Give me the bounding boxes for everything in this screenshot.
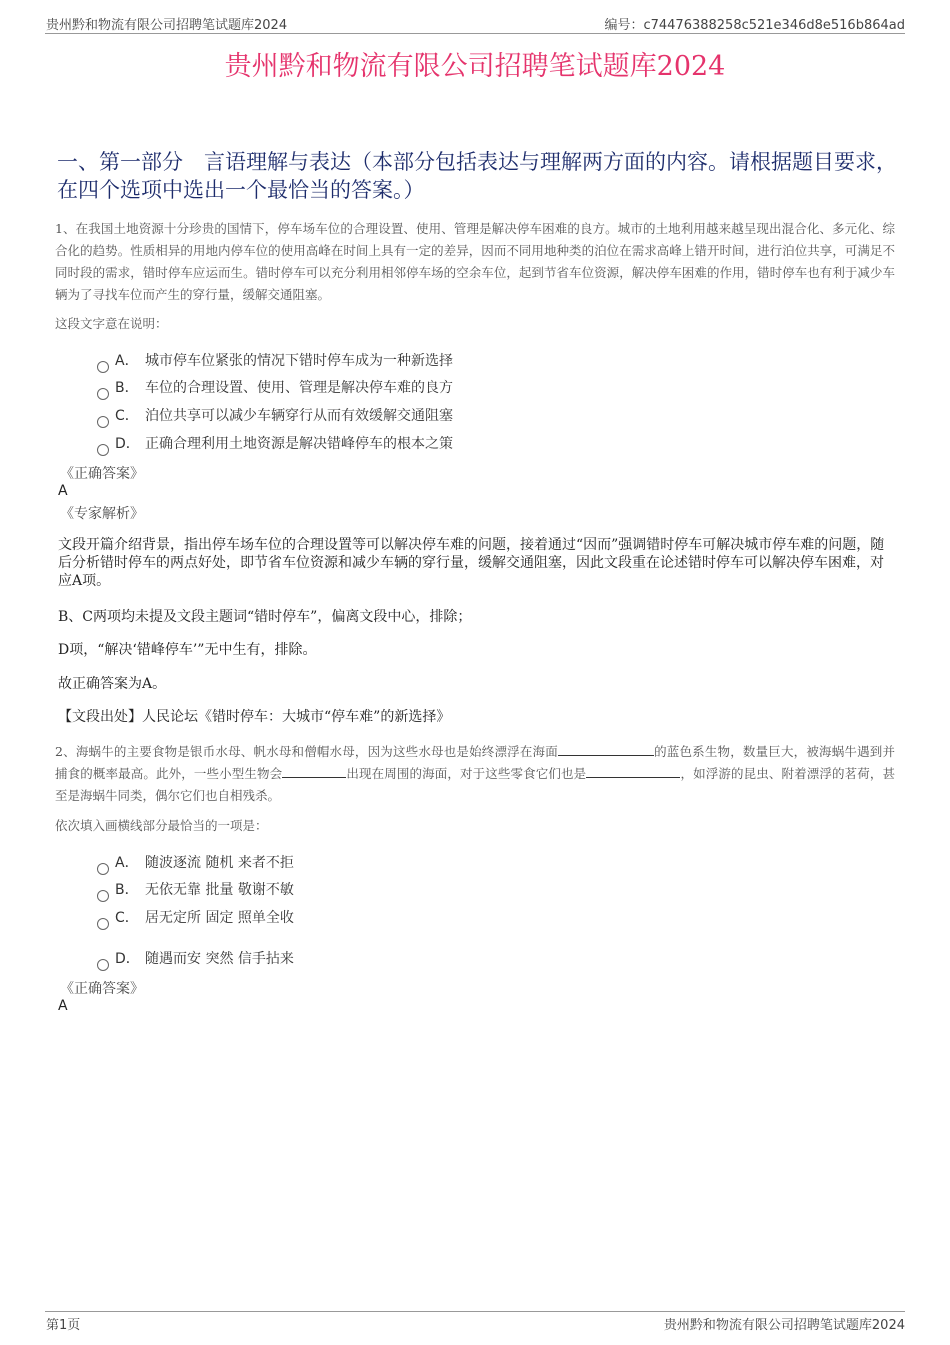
question-2-option-d[interactable]: D． 随遇而安 突然 信手拈来 [97, 948, 294, 968]
fill-blank [586, 765, 680, 778]
question-1-prompt: 这段文字意在说明： [55, 316, 168, 331]
question-1-option-c[interactable]: C． 泊位共享可以减少车辆穿行从而有效缓解交通阻塞 [97, 405, 453, 425]
question-1-answer-label: 《正确答案》 [60, 466, 144, 482]
question-1-source: 【文段出处】人民论坛《错时停车：大城市“停车难”的新选择》 [58, 709, 451, 725]
header-doc-id: 编号：c74476388258c521e346d8e516b864ad [604, 18, 905, 33]
question-1-analysis-paragraph: 故正确答案为A。 [58, 676, 167, 692]
header-left: 贵州黔和物流有限公司招聘笔试题库2024 [46, 18, 288, 33]
question-1-analysis-paragraph: 文段开篇介绍背景，指出停车场车位的合理设置等可以解决停车难的问题，接着通过“因而”强调错时停车可解决城市停车难的问题，随后分析错时停车的两点好处，即节省车位资源和减少车辆的穿行量，缓解交通阻塞，因此文段重在论述错时停车可以解决停车困难，对应A项。 [58, 537, 885, 589]
header-divider [45, 33, 905, 34]
question-1-analysis-label: 《专家解析》 [60, 506, 144, 522]
question-2-option-c[interactable]: C． 居无定所 固定 照单全收 [97, 907, 294, 927]
question-2-answer-label: 《正确答案》 [60, 981, 144, 997]
footer-divider [45, 1311, 905, 1312]
question-2-answer: A [58, 998, 68, 1014]
radio-icon[interactable] [97, 890, 109, 902]
fill-blank [282, 765, 346, 778]
question-1-option-a[interactable]: A． 城市停车位紧张的情况下错时停车成为一种新选择 [97, 350, 453, 370]
question-1-text: 1、在我国土地资源十分珍贵的国情下，停车场车位的合理设置、使用、管理是解决停车困难的良方。城市的土地利用越来越呈现出混合化、多元化、综合化的趋势。性质相异的用地内停车位的使用高峰在时间上具有一定的差异，因而不同用地种类的泊位在需求高峰上错开时间，进行泊位共享，可满足不同时段的需求，错时停车应运而生。错时停车可以充分利用相邻停车场的空余车位，起到节省车位资源，解决停车困难的作用，错时停车也有利于减少车辆为了寻找车位而产生的穿行量，缓解交通阻塞。 [55, 221, 895, 302]
footer-title: 贵州黔和物流有限公司招聘笔试题库2024 [663, 1318, 905, 1333]
question-2-text: 2、海蜗牛的主要食物是银币水母、帆水母和僧帽水母，因为这些水母也是始终漂浮在海面 的蓝色系生物，数量巨大，被海蜗牛遇到并捕食的概率最高。此外，一些小型生物会 出现在周围的海面，对于这些零食它们也是 ，如浮游的昆虫、附着漂浮的茗荷，甚至是海蜗牛同类，偶尔它们也自相残杀。 [55, 744, 895, 803]
question-1-answer: A [58, 483, 68, 499]
radio-icon[interactable] [97, 444, 109, 456]
question-2-option-b[interactable]: B． 无依无靠 批量 敬谢不敏 [97, 879, 294, 899]
radio-icon[interactable] [97, 361, 109, 373]
question-2-option-a[interactable]: A． 随波逐流 随机 来者不拒 [97, 852, 294, 872]
radio-icon[interactable] [97, 388, 109, 400]
radio-icon[interactable] [97, 918, 109, 930]
fill-blank [558, 743, 654, 756]
question-2-prompt: 依次填入画横线部分最恰当的一项是： [55, 818, 268, 833]
question-1-analysis-paragraph: B、C两项均未提及文段主题词“错时停车”，偏离文段中心，排除； [58, 609, 472, 625]
radio-icon[interactable] [97, 416, 109, 428]
question-1-option-d[interactable]: D． 正确合理利用土地资源是解决错峰停车的根本之策 [97, 433, 453, 453]
page-title: 贵州黔和物流有限公司招聘笔试题库2024 [224, 51, 726, 82]
radio-icon[interactable] [97, 863, 109, 875]
radio-icon[interactable] [97, 959, 109, 971]
question-1-analysis-paragraph: D项，“解决‘错峰停车’”无中生有，排除。 [58, 642, 317, 658]
page-number: 第1页 [46, 1318, 81, 1333]
section-heading: 一、第一部分 言语理解与表达（本部分包括表达与理解两方面的内容。请根据题目要求，在四个选项中选出一个最恰当的答案。） [57, 150, 897, 202]
question-1-option-b[interactable]: B． 车位的合理设置、使用、管理是解决停车难的良方 [97, 377, 453, 397]
